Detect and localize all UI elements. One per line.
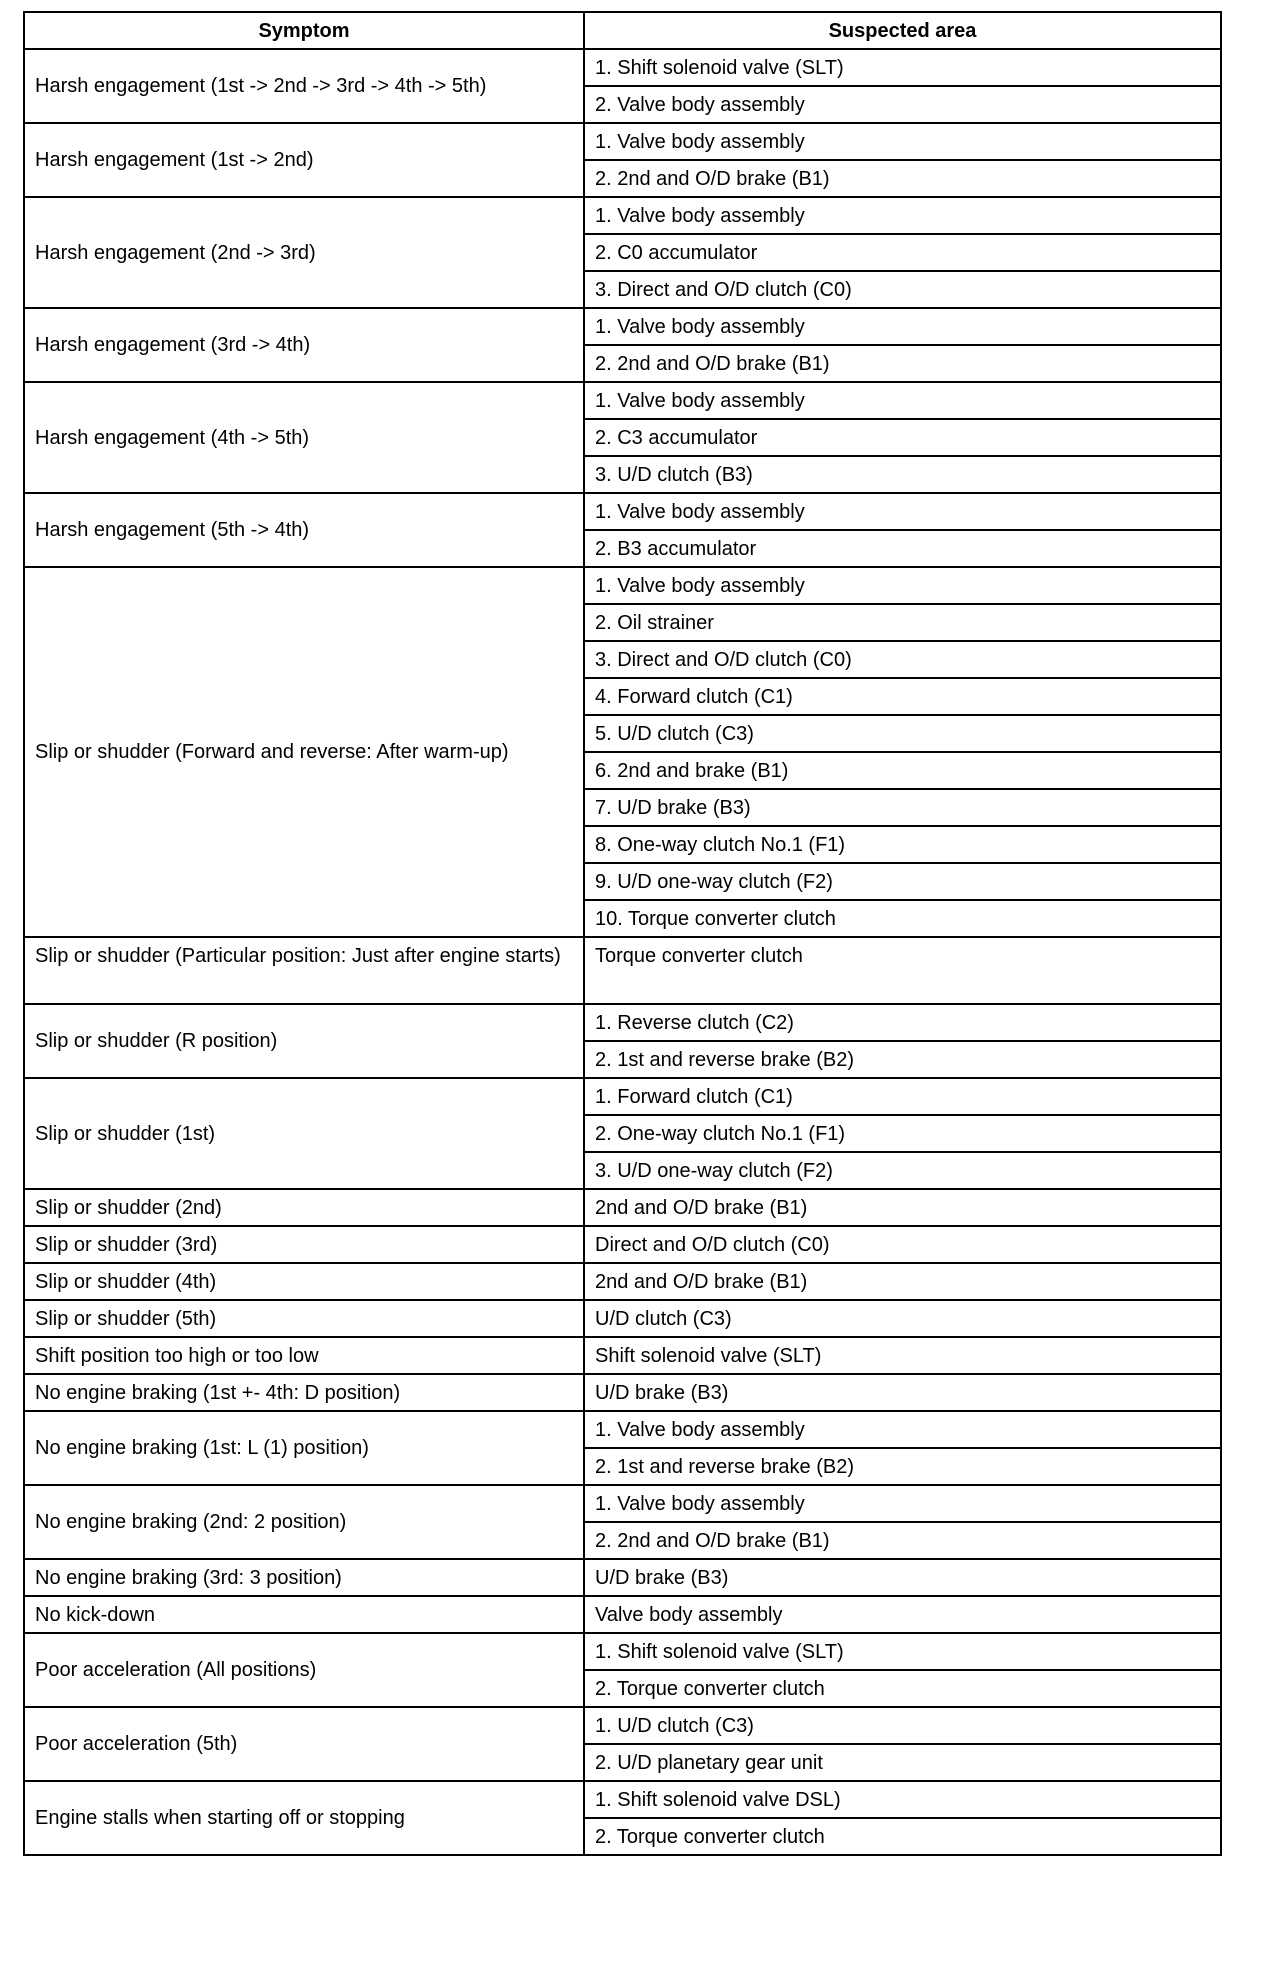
table-row xyxy=(24,1633,1221,1670)
suspected-area-cell: 1. Forward clutch (C1) xyxy=(584,1078,1221,1115)
symptom-cell: Poor acceleration (5th) xyxy=(24,1707,584,1781)
table-row xyxy=(24,382,1221,419)
symptom-cell: Slip or shudder (4th) xyxy=(24,1263,584,1300)
suspected-area-cell: 1. Valve body assembly xyxy=(584,1485,1221,1522)
symptom-cell: Harsh engagement (5th -> 4th) xyxy=(24,493,584,567)
symptom-cell: No engine braking (2nd: 2 position) xyxy=(24,1485,584,1559)
table-row xyxy=(24,1300,1221,1337)
symptom-cell: Slip or shudder (Particular position: Just after engine starts) xyxy=(24,937,584,1004)
symptom-cell: Slip or shudder (R position) xyxy=(24,1004,584,1078)
symptom-cell: No engine braking (1st: L (1) position) xyxy=(24,1411,584,1485)
symptom-cell: Shift position too high or too low xyxy=(24,1337,584,1374)
suspected-area-cell: 2. 1st and reverse brake (B2) xyxy=(584,1041,1221,1078)
suspected-area-cell: 9. U/D one-way clutch (F2) xyxy=(584,863,1221,900)
table-row xyxy=(24,493,1221,530)
suspected-area-cell: 1. Valve body assembly xyxy=(584,382,1221,419)
suspected-area-cell: 1. Valve body assembly xyxy=(584,308,1221,345)
suspected-area-cell: Shift solenoid valve (SLT) xyxy=(584,1337,1221,1374)
suspected-area-cell: 2. C0 accumulator xyxy=(584,234,1221,271)
symptom-cell: Poor acceleration (All positions) xyxy=(24,1633,584,1707)
table-row xyxy=(24,1189,1221,1226)
suspected-area-cell: 2. Torque converter clutch xyxy=(584,1670,1221,1707)
suspected-area-cell: 1. Reverse clutch (C2) xyxy=(584,1004,1221,1041)
table-row xyxy=(24,197,1221,234)
troubleshooting-table-container xyxy=(23,11,1220,1856)
suspected-area-cell: 5. U/D clutch (C3) xyxy=(584,715,1221,752)
suspected-area-cell: 2nd and O/D brake (B1) xyxy=(584,1263,1221,1300)
table-row xyxy=(24,49,1221,86)
suspected-area-cell: 3. Direct and O/D clutch (C0) xyxy=(584,271,1221,308)
symptom-cell: Engine stalls when starting off or stopping xyxy=(24,1781,584,1855)
symptom-cell: No engine braking (3rd: 3 position) xyxy=(24,1559,584,1596)
table-row xyxy=(24,1781,1221,1818)
table-row xyxy=(24,567,1221,604)
suspected-area-cell: 1. Shift solenoid valve (SLT) xyxy=(584,49,1221,86)
table-row xyxy=(24,1078,1221,1115)
suspected-area-cell: U/D brake (B3) xyxy=(584,1374,1221,1411)
suspected-area-cell: 10. Torque converter clutch xyxy=(584,900,1221,937)
suspected-area-cell: 6. 2nd and brake (B1) xyxy=(584,752,1221,789)
table-row xyxy=(24,1559,1221,1596)
table-row xyxy=(24,1004,1221,1041)
symptom-cell: Slip or shudder (1st) xyxy=(24,1078,584,1189)
symptom-cell: Harsh engagement (1st -> 2nd) xyxy=(24,123,584,197)
suspected-area-cell: 1. Valve body assembly xyxy=(584,123,1221,160)
table-row xyxy=(24,1337,1221,1374)
suspected-area-cell: 8. One-way clutch No.1 (F1) xyxy=(584,826,1221,863)
suspected-area-cell: 2. 2nd and O/D brake (B1) xyxy=(584,1522,1221,1559)
suspected-area-cell: 7. U/D brake (B3) xyxy=(584,789,1221,826)
symptom-cell: No engine braking (1st +- 4th: D position) xyxy=(24,1374,584,1411)
table-body xyxy=(24,49,1221,1855)
troubleshooting-table xyxy=(23,11,1222,1856)
symptom-cell: Harsh engagement (1st -> 2nd -> 3rd -> 4th -> 5th) xyxy=(24,49,584,123)
suspected-area-cell: 2. One-way clutch No.1 (F1) xyxy=(584,1115,1221,1152)
suspected-area-cell: 2. B3 accumulator xyxy=(584,530,1221,567)
symptom-cell: Harsh engagement (3rd -> 4th) xyxy=(24,308,584,382)
table-row xyxy=(24,1374,1221,1411)
symptom-cell: Slip or shudder (2nd) xyxy=(24,1189,584,1226)
table-row xyxy=(24,123,1221,160)
suspected-area-cell: 1. Shift solenoid valve (SLT) xyxy=(584,1633,1221,1670)
symptom-cell: Slip or shudder (3rd) xyxy=(24,1226,584,1263)
table-row xyxy=(24,1263,1221,1300)
suspected-area-cell: 1. Valve body assembly xyxy=(584,197,1221,234)
suspected-area-cell: 2. Valve body assembly xyxy=(584,86,1221,123)
suspected-area-cell: 1. Valve body assembly xyxy=(584,493,1221,530)
suspected-area-cell: 2nd and O/D brake (B1) xyxy=(584,1189,1221,1226)
suspected-area-cell: U/D brake (B3) xyxy=(584,1559,1221,1596)
symptom-cell: Slip or shudder (5th) xyxy=(24,1300,584,1337)
suspected-area-cell: 1. U/D clutch (C3) xyxy=(584,1707,1221,1744)
suspected-area-column-header: Suspected area xyxy=(584,12,1221,49)
suspected-area-cell: 3. U/D clutch (B3) xyxy=(584,456,1221,493)
symptom-cell: Harsh engagement (2nd -> 3rd) xyxy=(24,197,584,308)
table-row xyxy=(24,1596,1221,1633)
suspected-area-cell: 2. Oil strainer xyxy=(584,604,1221,641)
suspected-area-cell: 2. U/D planetary gear unit xyxy=(584,1744,1221,1781)
suspected-area-cell: Valve body assembly xyxy=(584,1596,1221,1633)
suspected-area-cell: 1. Valve body assembly xyxy=(584,1411,1221,1448)
symptom-cell: Slip or shudder (Forward and reverse: After warm-up) xyxy=(24,567,584,937)
suspected-area-cell: 1. Shift solenoid valve DSL) xyxy=(584,1781,1221,1818)
table-row xyxy=(24,1485,1221,1522)
suspected-area-cell: 3. U/D one-way clutch (F2) xyxy=(584,1152,1221,1189)
suspected-area-cell: Torque converter clutch xyxy=(584,937,1221,1004)
suspected-area-cell: 2. 2nd and O/D brake (B1) xyxy=(584,160,1221,197)
table-row xyxy=(24,1707,1221,1744)
suspected-area-cell: 2. 2nd and O/D brake (B1) xyxy=(584,345,1221,382)
table-row xyxy=(24,937,1221,1004)
suspected-area-cell: 2. C3 accumulator xyxy=(584,419,1221,456)
symptom-cell: No kick-down xyxy=(24,1596,584,1633)
table-row xyxy=(24,1226,1221,1263)
suspected-area-cell: 1. Valve body assembly xyxy=(584,567,1221,604)
suspected-area-cell: 2. Torque converter clutch xyxy=(584,1818,1221,1855)
suspected-area-cell: 2. 1st and reverse brake (B2) xyxy=(584,1448,1221,1485)
suspected-area-cell: U/D clutch (C3) xyxy=(584,1300,1221,1337)
header-row xyxy=(24,12,1221,49)
suspected-area-cell: 3. Direct and O/D clutch (C0) xyxy=(584,641,1221,678)
suspected-area-cell: Direct and O/D clutch (C0) xyxy=(584,1226,1221,1263)
table-row xyxy=(24,1411,1221,1448)
suspected-area-cell: 4. Forward clutch (C1) xyxy=(584,678,1221,715)
symptom-cell: Harsh engagement (4th -> 5th) xyxy=(24,382,584,493)
table-row xyxy=(24,308,1221,345)
symptom-column-header: Symptom xyxy=(24,12,584,49)
